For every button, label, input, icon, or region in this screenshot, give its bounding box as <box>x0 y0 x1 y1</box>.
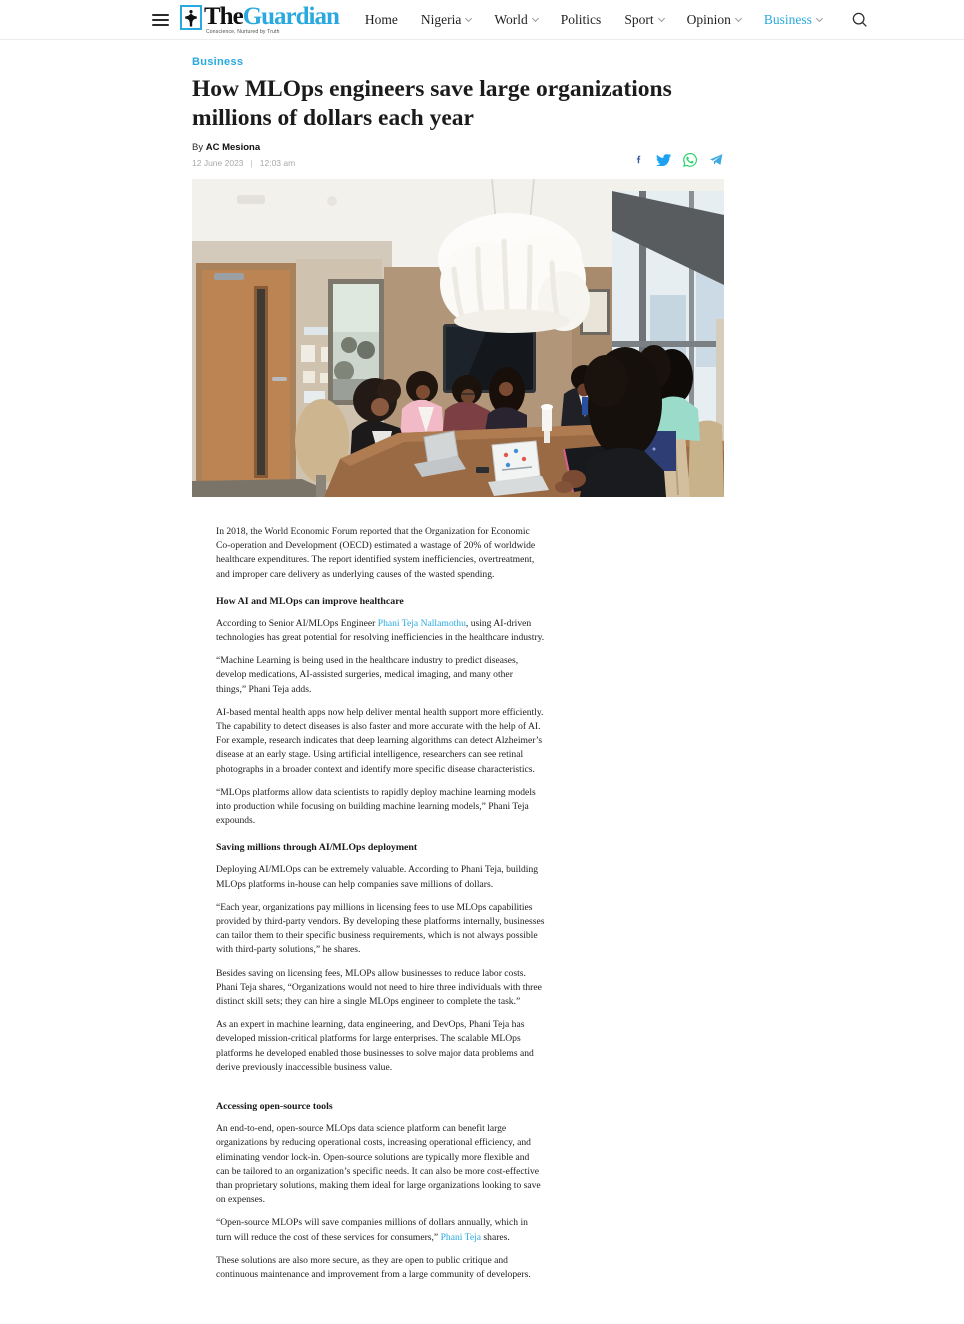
facebook-icon[interactable] <box>635 152 644 167</box>
text-segment: Deploying AI/MLOps can be extremely valuable. According to Phani Teja, building MLOps platforms in-house can help companies save millions of dollars. <box>216 864 539 890</box>
article-paragraph <box>216 1216 545 1244</box>
article-paragraph <box>216 863 545 891</box>
article-paragraph <box>216 525 545 582</box>
nav-item-label: Opinion <box>686 11 731 27</box>
chevron-down-icon <box>816 14 823 21</box>
article-paragraph <box>216 1254 545 1282</box>
text-segment: AI-based mental health apps now help deliver mental health support more efficiently. The capability to detect diseases is also faster and more accurate with the help of AI. For example, research indicates that deep learning algorithms can detect Alzheimer’s disease at an early stage. Using artificial intelligence, researchers can see retinal photographs in a broader context and identify more specific disease characteristics. <box>216 706 544 775</box>
chevron-down-icon <box>658 14 665 21</box>
nav-item-label: Sport <box>624 11 654 27</box>
site-logo[interactable] <box>180 4 339 35</box>
text-segment: “Machine Learning is being used in the healthcare industry to predict diseases, develop medications, AI-assisted surgeries, medical imaging, and many other things,” Phani Teja adds. <box>216 655 519 695</box>
article <box>192 56 724 1282</box>
chevron-down-icon <box>465 14 472 21</box>
nav-item-label: World <box>494 11 528 27</box>
nav-item-home[interactable] <box>365 12 398 28</box>
logo-tagline: Conscience, Nurtured by Truth <box>206 29 280 35</box>
logo-guardian: Guardian <box>242 3 339 30</box>
menu-icon[interactable] <box>152 11 170 29</box>
article-paragraph <box>216 786 545 829</box>
main-nav <box>365 12 845 28</box>
text-segment: “MLOps platforms allow data scientists to rapidly deploy machine learning models into production while focusing on building machine learning models,” Phani Teja expounds. <box>216 786 536 827</box>
twitter-icon[interactable] <box>656 153 671 166</box>
chevron-down-icon <box>532 14 539 21</box>
article-paragraph <box>216 617 545 645</box>
dateline <box>192 158 295 168</box>
telegram-icon[interactable] <box>709 153 724 166</box>
text-segment: shares. <box>481 1231 510 1243</box>
text-segment: How AI and MLOps can improve healthcare <box>216 595 404 607</box>
article-paragraph <box>216 654 545 697</box>
nav-item-sport[interactable] <box>624 12 663 28</box>
chevron-down-icon <box>735 14 742 21</box>
text-segment: “Open-source MLOPs will save companies millions of dollars annually, which in turn will reduce the cost of these services for consumers,” <box>216 1217 528 1243</box>
text-segment: In 2018, the World Economic Forum reported that the Organization for Economic Co-operation and Development (OECD) estimated a wastage of 20% of worldwide healthcare expenditures. The report identified system inefficiencies, overtreatment, and improper care delivery as underlying causes of the wasted spending. <box>216 526 536 580</box>
text-segment: An end-to-end, open-source MLOps data science platform can benefit large organizations by reducing operational costs, increasing operational efficiency, and eliminating vendor lock-in. Open-source solutions are typically more flexible and can be tailored to an organization’s specific needs. It can also be more cost-effective than proprietary solutions, making them ideal for large organizations looking to save on expenses. <box>216 1123 541 1206</box>
meta-row <box>192 142 724 168</box>
text-segment: “Each year, organizations pay millions in licensing fees to use MLOps capabilities provided by third-party vendors. By developing these platforms internally, businesses can tailor them to their specific business requirements, which is not always possible with third-party solutions,” he shares. <box>216 901 545 956</box>
nav-item-label: Nigeria <box>420 11 462 27</box>
nav-item-politics[interactable] <box>561 12 602 28</box>
publish-date: 12 June 2023 <box>192 158 244 168</box>
publish-time: 12:03 am <box>259 158 296 168</box>
search-icon[interactable] <box>851 11 868 28</box>
nav-item-world[interactable] <box>494 12 537 28</box>
nav-item-label: Politics <box>560 11 602 27</box>
article-image <box>192 179 724 497</box>
text-segment: Saving millions through AI/MLOps deployment <box>216 842 418 854</box>
article-body <box>216 525 545 1282</box>
text-segment: Accessing open-source tools <box>216 1101 333 1113</box>
date-separator: | <box>250 158 253 168</box>
article-title: How MLOps engineers save large organizations millions of dollars each year <box>192 76 672 131</box>
byline-block <box>192 142 295 168</box>
guardian-crest-icon <box>180 5 202 30</box>
article-paragraph <box>216 1122 545 1207</box>
section-heading <box>216 595 545 608</box>
text-segment: These solutions are also more secure, as they are open to public critique and continuous maintenance and improvement from a large community of developers. <box>216 1254 531 1280</box>
author-name[interactable]: AC Mesiona <box>205 142 261 153</box>
nav-item-label: Home <box>364 11 398 27</box>
nav-item-opinion[interactable] <box>687 12 741 28</box>
nav-item-label: Business <box>763 11 812 27</box>
nav-item-business[interactable] <box>764 12 822 28</box>
article-paragraph <box>216 1018 545 1075</box>
section-heading <box>216 1100 545 1113</box>
whatsapp-icon[interactable] <box>683 153 697 167</box>
article-paragraph <box>216 901 545 958</box>
site-header <box>0 0 964 40</box>
category-link[interactable]: Business <box>192 56 244 68</box>
nav-item-nigeria[interactable] <box>421 12 471 28</box>
byline <box>192 142 295 153</box>
share-bar <box>623 152 724 167</box>
text-segment: , using AI-driven technologies has great potential for resolving inefficiencies in the healthcare industry. <box>216 617 545 644</box>
article-paragraph <box>216 967 545 1010</box>
text-segment: As an expert in machine learning, data engineering, and DevOps, Phani Teja has developed mission-critical platforms for large enterprises. The scalable MLOps platforms he developed enabled those businesses to solve major data problems and derive previously inaccessible business value. <box>216 1019 534 1073</box>
section-heading <box>216 841 545 854</box>
text-segment: Besides saving on licensing fees, MLOPs allow businesses to reduce labor costs. Phani Teja shares, “Organizations would not need to hire three individuals with three distinct skill sets; they can hire a single MLOps engineer to complete the task.” <box>216 967 542 1008</box>
logo-wordmark <box>204 4 339 29</box>
inline-link[interactable]: Phani Teja <box>440 1231 482 1243</box>
text-segment: According to Senior AI/MLOps Engineer <box>216 617 378 629</box>
byline-prefix: By <box>192 142 204 153</box>
inline-link[interactable]: Phani Teja Nallamothu <box>377 617 466 629</box>
logo-the: The <box>204 3 243 30</box>
article-paragraph <box>216 706 545 777</box>
